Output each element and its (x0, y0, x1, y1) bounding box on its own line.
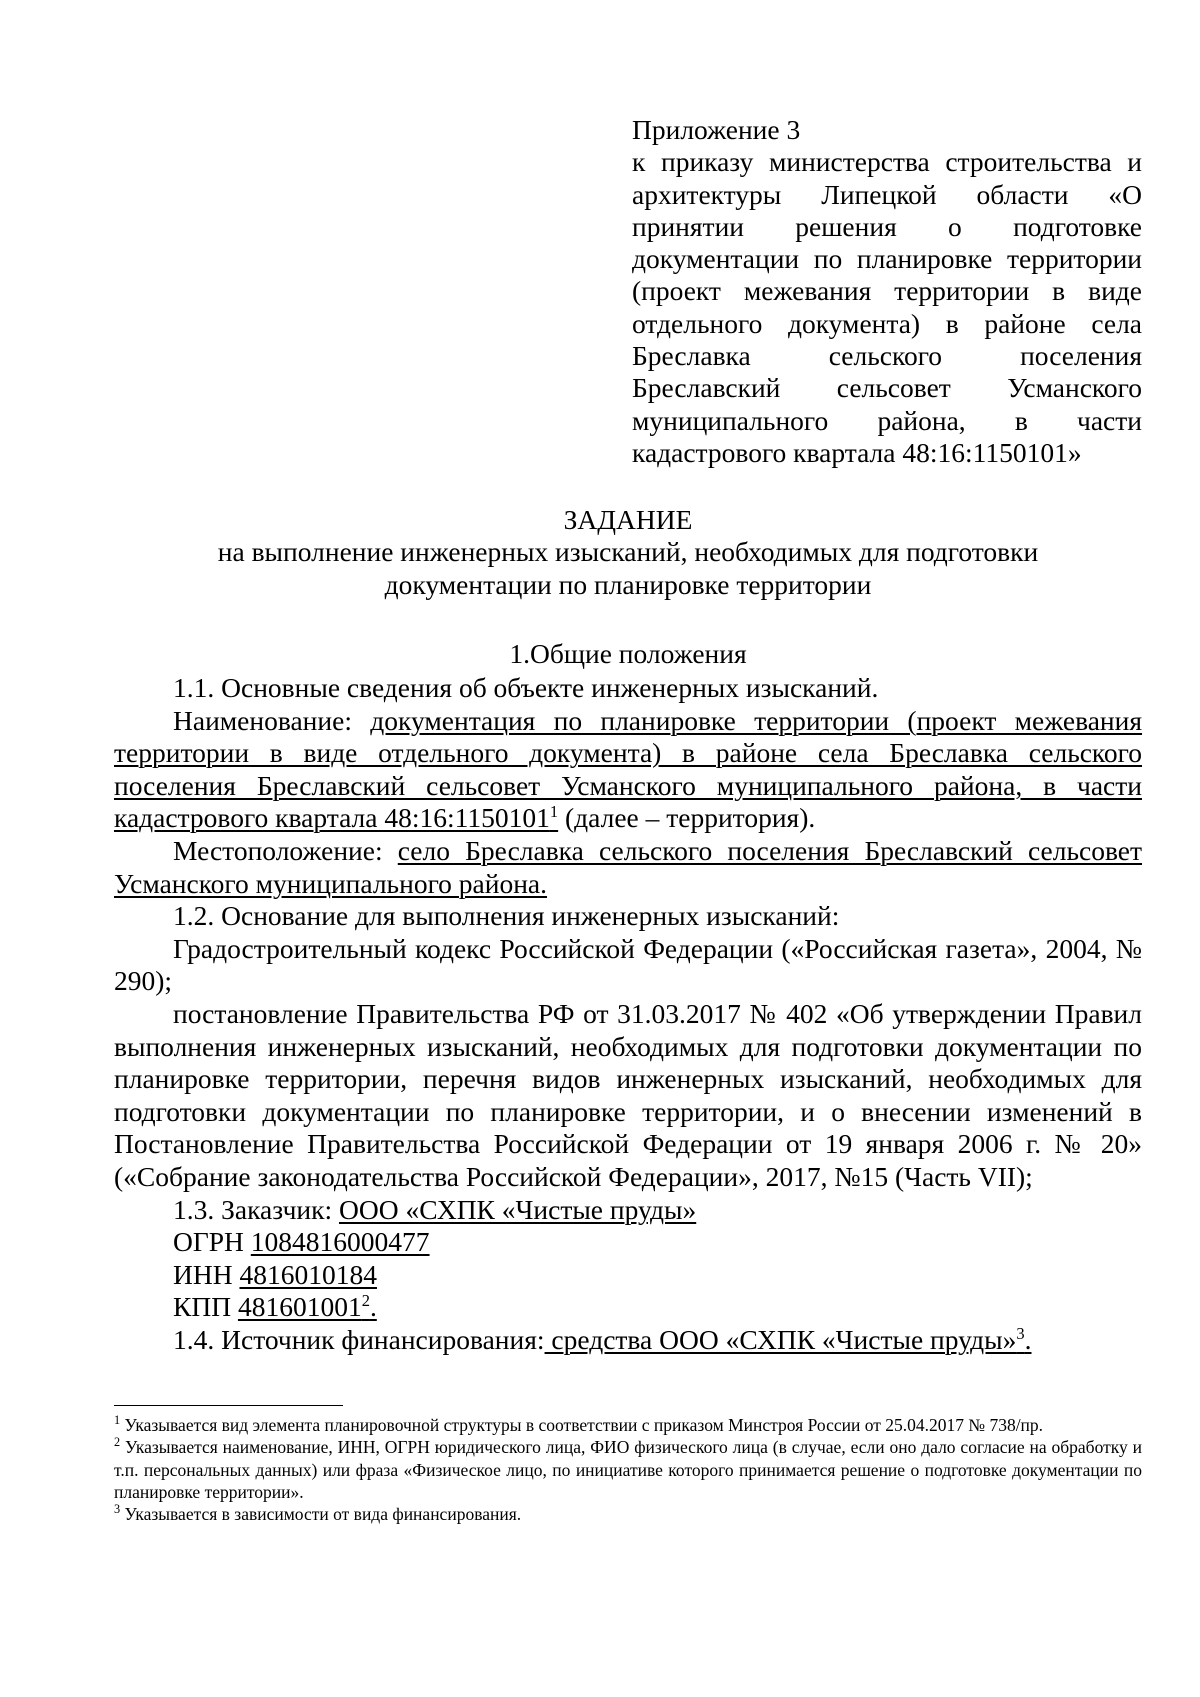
funding-value (545, 1324, 1032, 1355)
name-value-text: документация по планировке территории (проект межевания территории в виде отдельного документа) в районе села Бреславка сельского поселения Бреславский сельсовет Усманского муниципального района, в части кадастрового квартала 48:16:1150101 (114, 704, 1143, 834)
footnote-2 (114, 1436, 1142, 1503)
footnote-3-text: Указывается в зависимости от вида финансирования. (120, 1504, 522, 1525)
paragraph-1-2: 1.2. Основание для выполнения инженерных изысканий: (173, 900, 840, 932)
document-subtitle-line1: на выполнение инженерных изысканий, необходимых для подготовки (217, 536, 1039, 568)
footnote-divider (114, 1405, 343, 1406)
document-title: ЗАДАНИЕ (563, 504, 693, 535)
kpp-tail: . (369, 1291, 377, 1323)
footnote-1 (114, 1414, 1142, 1436)
footnote-2-number: 2 (114, 1435, 121, 1450)
section-1-title: 1.Общие положения (509, 638, 747, 669)
appendix-header (632, 114, 1142, 469)
name-tail: (далее – территория). (558, 802, 816, 834)
paragraph-basis-1: Градостроительный кодекс Российской Федерации («Российская газета», 2004, № 290); (114, 932, 1142, 997)
title-block (114, 504, 1142, 601)
footnotes (114, 1414, 1142, 1525)
paragraph-name (114, 705, 1142, 835)
ogrn-value: 1084816000477 (250, 1226, 430, 1258)
ogrn-label: ОГРН (173, 1226, 251, 1258)
location-label: Местоположение: (173, 834, 398, 866)
paragraph-funding (114, 1324, 1142, 1357)
footnote-3 (114, 1503, 1142, 1525)
customer-value: ООО «СХПК «Чистые пруды» (339, 1193, 697, 1225)
paragraph-basis-2: постановление Правительства РФ от 31.03.2017 № 402 «Об утверждении Правил выполнения инженерных изысканий, необходимых для подготовки документации по планировке территории, перечня видов инженерных изысканий, необходимых для подготовки документации по планировке территории, и о внесении изменений в Постановление Правительства Российской Федерации от 19 января 2006 г. № 20» («Собрание законодательства Российской Федерации», 2017, №15 (Часть VII); (114, 997, 1142, 1192)
section-1-title-wrap (114, 638, 1142, 670)
kpp-value-text: 481601001 (237, 1291, 362, 1323)
footnote-1-number: 1 (114, 1413, 121, 1428)
footnote-2-text: Указывается наименование, ИНН, ОГРН юридического лица, ФИО физического лица (в случае, если оно дало согласие на обработку и т.п. персональных данных) или фраза «Физическое лицо, по инициативе которого принимается решение о подготовке документации по планировке территории». (114, 1437, 1142, 1502)
footnote-ref-1: 1 (549, 802, 559, 822)
section-1-body (114, 672, 1142, 1356)
name-label: Наименование: (173, 704, 371, 736)
location-value: село Бреславка сельского поселения Бреславский сельсовет Усманского муниципального района. (114, 834, 1143, 899)
paragraph-inn (114, 1259, 1142, 1292)
kpp-value (238, 1291, 377, 1322)
funding-tail: . (1024, 1323, 1032, 1355)
customer-label: 1.3. Заказчик: (173, 1193, 339, 1225)
paragraph-customer (114, 1194, 1142, 1227)
footnote-3-number: 3 (114, 1502, 121, 1517)
funding-value-text: средства ООО «СХПК «Чистые пруды» (544, 1323, 1017, 1355)
footnote-1-text: Указывается вид элемента планировочной структуры в соответствии с приказом Минстроя России от 25.04.2017 № 738/пр. (120, 1415, 1044, 1435)
paragraph-1-1: 1.1. Основные сведения об объекте инженерных изысканий. (173, 672, 879, 703)
appendix-number: Приложение 3 (632, 114, 801, 145)
paragraph-location (114, 835, 1142, 900)
kpp-label: КПП (173, 1291, 238, 1323)
footnote-ref-2: 2 (361, 1291, 370, 1311)
inn-value: 4816010184 (239, 1258, 377, 1290)
document-subtitle-line2: документации по планировке территории (384, 568, 872, 600)
paragraph-kpp (114, 1291, 1142, 1324)
funding-label: 1.4. Источник финансирования: (173, 1323, 545, 1355)
paragraph-ogrn (114, 1226, 1142, 1259)
inn-label: ИНН (173, 1258, 240, 1290)
appendix-description: к приказу министерства строительства и архитектуры Липецкой области «О принятии решения о подготовке документации по планировке территории (проект межевания территории в виде отдельного документа) в районе села Бреславка сельского поселения Бреславский сельсовет Усманского муниципального района, в части кадастрового квартала 48:16:1150101» (632, 146, 1142, 468)
footnote-ref-3: 3 (1016, 1323, 1025, 1343)
